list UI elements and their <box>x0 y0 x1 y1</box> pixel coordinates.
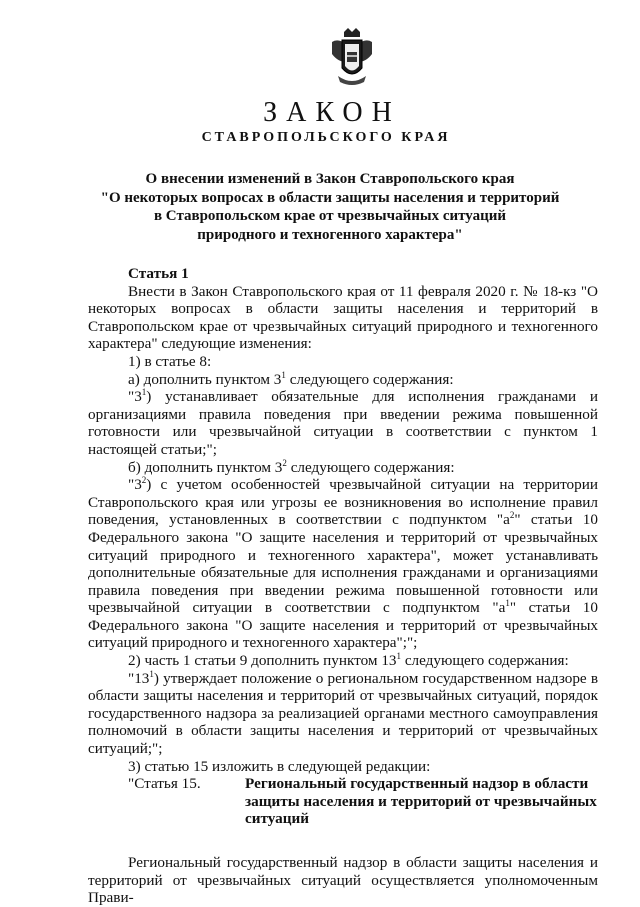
article-15-heading <box>88 775 598 828</box>
item-2: 2) часть 1 статьи 9 дополнить пунктом $13^1$ следующего содержания: <box>128 651 569 670</box>
item-1a: а) дополнить пунктом $3^1$ следующего содержания: <box>128 369 454 388</box>
item-3: 3) статью 15 изложить в следующей редакции: <box>128 757 431 775</box>
heading-line: природного и техногенного характера" <box>197 226 463 243</box>
article-label: Статья 1 <box>128 265 189 282</box>
coat-of-arms-icon <box>330 28 374 88</box>
article-15-title: Региональный государственный надзор в области защиты населения и территорий от чрезвычайных ситуаций <box>245 775 597 828</box>
law-subtitle: СТАВРОПОЛЬСКОГО КРАЯ <box>201 130 451 145</box>
heading-line: "О некоторых вопросах в области защиты населения и территорий <box>100 189 560 206</box>
law-heading <box>60 170 600 244</box>
heading-line: О внесении изменений в Закон Ставропольского края <box>145 171 515 187</box>
paragraph-3-2: "$3^2$) с учетом особенностей чрезвычайной ситуации на территории Ставропольского края или угрозы ее возникновения во исполнение правил поведения, установленных в соответствии с подпунктом "$а^2$" статьи 10 Федерального закона "О защите населения и территорий от чрезвычайных ситуаций природного и техногенного характера", может устанавливать дополнительные обязательные для исполнения гражданами и организациями правила поведения при введении режима повышенной готовности или чрезвычайной ситуации в соответствии с подпунктом "$а^1$" статьи 10 Федерального закона "О защите населения и территорий от чрезвычайных ситуаций природного и техногенного характера";"; <box>88 475 598 652</box>
paragraph-3-1: "$3^1$) устанавливает обязательные для исполнения гражданами и организациями правила поведения при введении режима повышенной готовности или чрезвычайной ситуации в соответствии с пунктом 1 настоящей статьи;"; <box>88 387 598 458</box>
paragraph-13-1: "$13^1$) утверждает положение о региональном государственном надзоре в области защиты населения и территорий от чрезвычайных ситуаций, порядок государственного надзора за реализацией органами местного самоуправления полномочий в области защиты населения и территорий от чрезвычайных ситуаций;"; <box>88 668 598 758</box>
item-1: 1) в статье 8: <box>128 352 212 370</box>
article-15-label: "Статья 15. <box>128 775 201 793</box>
article-15-text: Региональный государственный надзор в области защиты населения и территорий от чрезвычайных ситуаций осуществляется уполномоченным Прави- <box>88 854 598 907</box>
article-intro: Внести в Закон Ставропольского края от 11 февраля 2020 г. № 18-кз "О некоторых вопросах в области защиты населения и территорий в Ставропольском крае от чрезвычайных ситуаций природного и техногенного характера" следующие изменения: <box>88 282 598 353</box>
item-1b: б) дополнить пунктом $3^2$ следующего содержания: <box>128 457 455 476</box>
heading-line: в Ставропольском крае от чрезвычайных ситуаций <box>153 208 507 225</box>
law-title: ЗАКОН <box>263 97 401 128</box>
document-body <box>88 265 598 907</box>
